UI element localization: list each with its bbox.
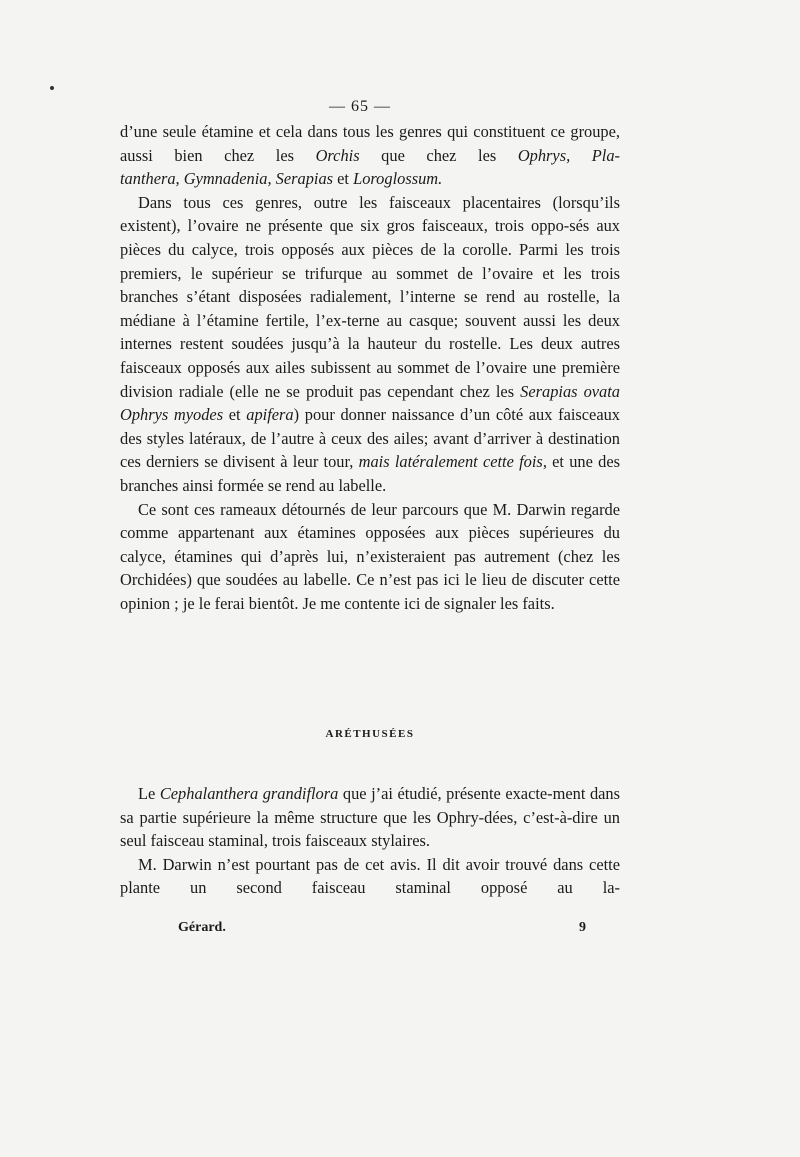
- paragraph-1: d’une seule étamine et cela dans tous les genres qui constituent ce groupe, aussi bien chez les Orchis que chez les Ophrys, Pla-: [120, 122, 620, 165]
- ink-speck: [50, 86, 54, 90]
- page-number: — 65 —: [329, 98, 391, 115]
- sheet-number: 9: [579, 920, 586, 935]
- paragraph-3: Ce sont ces rameaux détournés de leur parcours que M. Darwin regarde comme appartenant aux étamines opposées aux pièces supérieures du calyce, étamines qui d’après lui, n’existeraient pas autrement (chez les Orchidées) que soudées au labelle. Ce n’est pas ici le lieu de discuter cette opinion ; je le ferai bientôt. Je me contente ici de signaler les faits.: [120, 499, 620, 613]
- body-text-top: [120, 120, 620, 615]
- paragraph-1-end: tanthera, Gymnadenia, Serapias et Loroglossum.: [120, 169, 443, 189]
- body-text-bottom: [120, 782, 620, 900]
- paragraph-5: M. Darwin n’est pourtant pas de cet avis. Il dit avoir trouvé dans cette plante un second faisceau staminal opposé au la-: [120, 854, 620, 898]
- signature-mark: Gérard.: [178, 920, 226, 935]
- paragraph-2: Dans tous ces genres, outre les faisceaux placentaires (lorsqu’ils existent), l’ovaire ne présente que six gros faisceaux, trois oppo-sés aux pièces du calyce, trois opposés aux pièces de la corolle. Parmi les trois premiers, le supérieur se trifurque au sommet de l’ovaire et les trois branches s’étant disposées radialement, l’interne se rend au rostelle, la médiane à l’étamine fertile, l’ex-terne au casque; souvent aussi les deux internes restent soudées jusqu’à la hauteur du rostelle. Les deux autres faisceaux opposés aux ailes subissent au sommet de l’ovaire une première division radiale (elle ne se produit pas cependant chez les Serapias ovata Ophrys myodes et apifera) pour donner naissance d’un côté aux faisceaux des styles latéraux, de l’autre à ceux des ailes; avant d’arriver à destination ces derniers se divisent à leur tour, mais latéralement cette fois, et une des branches ainsi formée se rend au labelle.: [120, 192, 621, 495]
- section-heading: ARÉTHUSÉES: [325, 728, 415, 740]
- paragraph-4: Le Cephalanthera grandiflora que j’ai étudié, présente exacte-ment dans sa partie supérieure la même structure que les Ophry-dées, c’est-à-dire un seul faisceau staminal, trois faisceaux stylaires.: [120, 784, 620, 851]
